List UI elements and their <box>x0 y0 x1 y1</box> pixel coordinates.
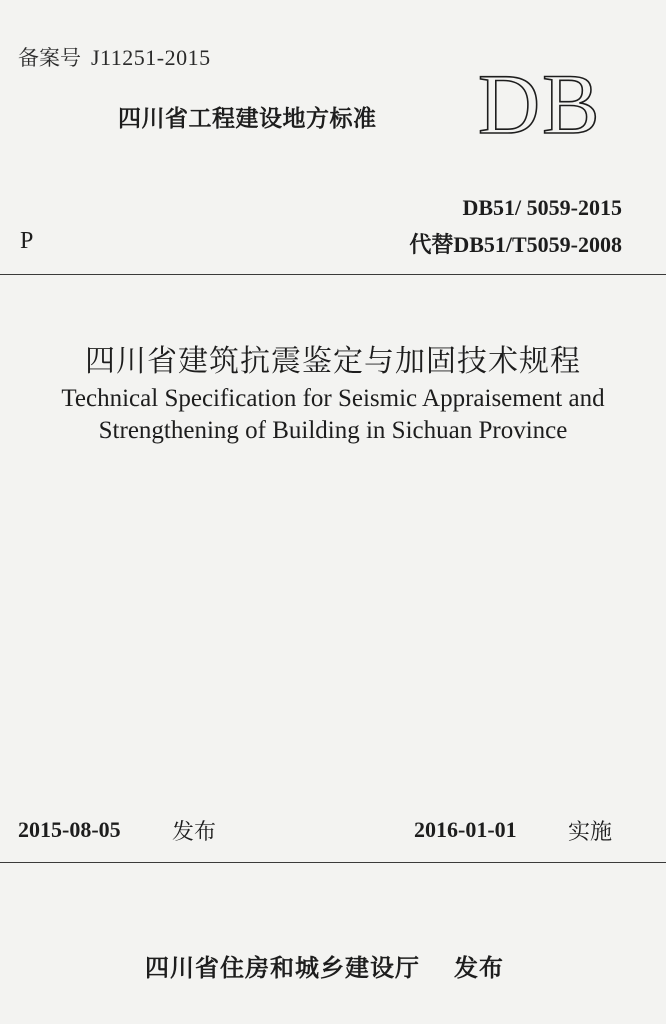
db-logo: DB <box>478 56 602 152</box>
title-chinese: 四川省建筑抗震鉴定与加固技术规程 <box>85 344 581 379</box>
issue-label: 发布 <box>172 820 217 845</box>
title-english-line-1: Technical Specification for Seismic Appraisement and <box>61 385 605 412</box>
publisher-name: 四川省住房和城乡建设厅 <box>145 954 420 982</box>
standard-type-heading: 四川省工程建设地方标准 <box>118 106 377 132</box>
record-number-line <box>18 42 211 72</box>
title-english-line-2: Strengthening of Building in Sichuan Province <box>98 417 568 444</box>
issue-date: 2015-08-05 <box>18 817 121 842</box>
replaces-code: 代替DB51/T5059-2008 <box>409 232 622 257</box>
publisher-action: 发布 <box>454 954 504 982</box>
standard-code: DB51/ 5059-2015 <box>462 195 622 220</box>
record-number: J11251-2015 <box>91 45 211 70</box>
record-label: 备案号 <box>18 46 81 70</box>
top-divider <box>0 274 666 275</box>
category-letter: P <box>20 228 34 254</box>
bottom-divider <box>0 862 666 863</box>
implement-date: 2016-01-01 <box>414 817 517 842</box>
implement-label: 实施 <box>568 820 613 845</box>
